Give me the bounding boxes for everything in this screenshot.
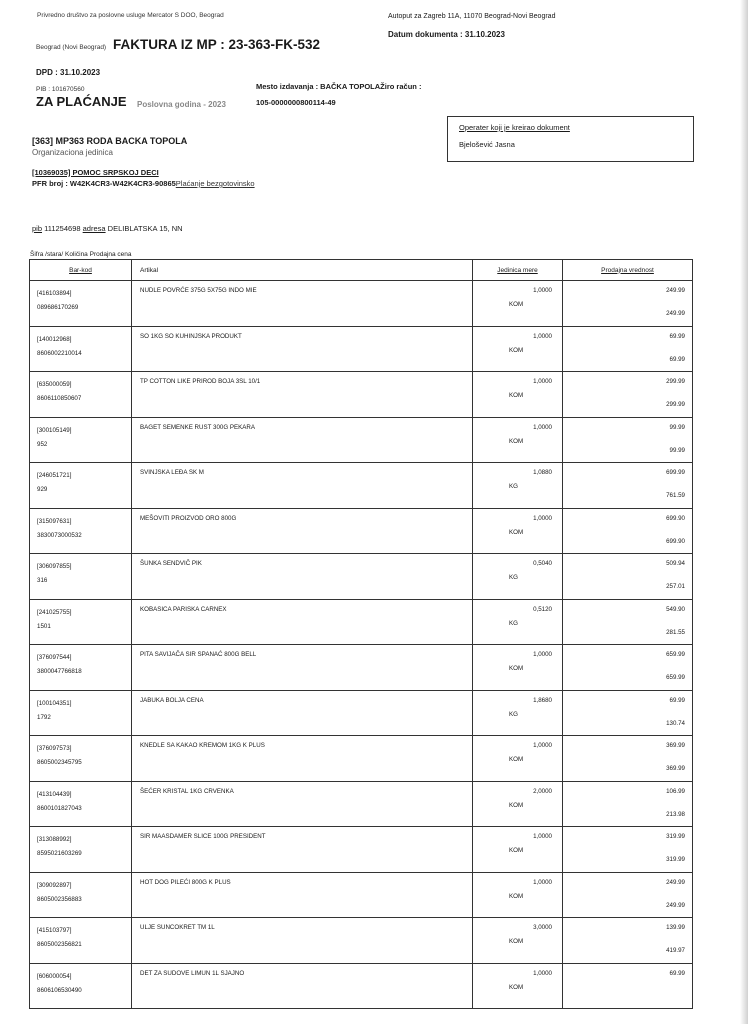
item-name: ŠUNKA SENDVIČ PIK <box>140 560 202 567</box>
article-cell <box>132 463 473 509</box>
item-price: 139.99 <box>666 924 685 931</box>
item-unit: KOM <box>509 437 524 445</box>
item-quantity: 1,0000 <box>533 378 552 385</box>
item-unit: KOM <box>509 983 524 991</box>
table-row <box>30 326 693 372</box>
item-name: MEŠOVITI PROIZVOD ORO 800G <box>140 514 237 522</box>
customer-address-line <box>32 224 183 233</box>
company-name: Privredno društvo za poslovne usluge Mercator S DOO, Beograd <box>37 12 224 19</box>
item-name: HOT DOG PILEĆI 800G K PLUS <box>140 878 231 886</box>
document-title: FAKTURA IZ MP : 23-363-FK-532 <box>113 37 321 52</box>
table-row <box>30 736 693 782</box>
table-row <box>30 827 693 873</box>
item-price: 99.99 <box>669 423 685 431</box>
item-name: TP COTTON LIKE PRIROD BOJA 3SL 10/1 <box>140 378 261 385</box>
item-name: JABUKA BOLJA CENA <box>140 696 204 704</box>
company-address: Autoput za Zagreb 11A, 11070 Beograd-Novi Beograd <box>388 13 556 20</box>
header-barcode: Bar-kod <box>30 260 132 281</box>
item-quantity: 1,0000 <box>533 742 552 749</box>
item-quantity: 1,0000 <box>533 332 552 340</box>
place-of-issue: Mesto izdavanja : BAČKA TOPOLAŽiro račun : <box>256 82 422 91</box>
value-cell <box>563 827 693 873</box>
item-quantity: 3,0000 <box>533 924 552 931</box>
item-code: [376097573] <box>37 745 72 752</box>
item-total: 419.97 <box>666 947 685 954</box>
value-cell <box>563 736 693 782</box>
item-barcode: 8606002210014 <box>37 349 82 357</box>
item-price: 509.94 <box>666 560 685 567</box>
table-row <box>30 554 693 600</box>
item-name: SO 1KG SO KUHINJSKA PRODUKT <box>140 332 242 340</box>
item-quantity: 1,0000 <box>533 287 552 294</box>
value-cell <box>563 326 693 372</box>
item-code: [635000059] <box>37 381 72 388</box>
item-quantity: 0,5040 <box>533 560 552 567</box>
item-price: 249.99 <box>666 287 685 294</box>
article-cell <box>132 690 473 736</box>
unit-cell <box>473 736 563 782</box>
item-name: DET ZA SUDOVE LIMUN 1L SJAJNO <box>140 969 245 977</box>
item-total: 249.99 <box>666 901 685 909</box>
value-cell <box>563 372 693 418</box>
item-name: SIR MAASDAMER SLICE 100G PRESIDENT <box>140 833 266 840</box>
article-cell <box>132 645 473 691</box>
header-unit: Jedinica mere <box>473 260 563 281</box>
code-cell <box>30 645 132 691</box>
item-total: 319.99 <box>666 856 685 863</box>
table-row <box>30 599 693 645</box>
unit-cell <box>473 554 563 600</box>
item-barcode: 1501 <box>37 622 51 630</box>
item-barcode: 8606106530490 <box>37 986 82 994</box>
article-cell <box>132 963 473 1009</box>
unit-cell <box>473 281 563 327</box>
unit-cell <box>473 827 563 873</box>
value-cell <box>563 554 693 600</box>
item-unit: KG <box>509 710 518 718</box>
code-cell <box>30 963 132 1009</box>
item-quantity: 1,0000 <box>533 969 552 977</box>
item-code: [376097544] <box>37 654 72 661</box>
adresa-label: adresa <box>82 224 106 233</box>
code-cell <box>30 599 132 645</box>
pib-label: pib <box>32 224 43 233</box>
item-barcode: 1792 <box>37 713 51 721</box>
value-cell <box>563 872 693 918</box>
operator-box <box>447 116 694 162</box>
unit-cell <box>473 645 563 691</box>
unit-cell <box>473 781 563 827</box>
value-cell <box>563 963 693 1009</box>
value-cell <box>563 417 693 463</box>
table-row <box>30 508 693 554</box>
table-row <box>30 963 693 1009</box>
code-cell <box>30 690 132 736</box>
item-total: 281.55 <box>666 628 685 636</box>
item-total: 249.99 <box>666 310 685 317</box>
code-cell <box>30 417 132 463</box>
unit-cell <box>473 918 563 964</box>
unit-cell <box>473 599 563 645</box>
code-cell <box>30 736 132 782</box>
article-cell <box>132 326 473 372</box>
article-cell <box>132 372 473 418</box>
item-unit: KOM <box>509 528 524 536</box>
items-table <box>29 259 693 1009</box>
item-price: 699.90 <box>666 514 685 522</box>
item-barcode: 089686170269 <box>37 304 79 311</box>
item-name: ULJE SUNCOKRET TM 1L <box>140 924 215 931</box>
item-barcode: 952 <box>37 440 48 448</box>
item-quantity: 1,0000 <box>533 651 552 658</box>
item-price: 549.90 <box>666 605 685 613</box>
item-code: [241025755] <box>37 608 72 616</box>
item-price: 299.99 <box>666 378 685 385</box>
item-total: 213.98 <box>666 810 685 818</box>
article-cell <box>132 918 473 964</box>
item-name: SVINJSKA LEĐA SK M <box>140 469 204 476</box>
item-total: 699.90 <box>666 537 685 545</box>
code-cell <box>30 463 132 509</box>
org-unit-name: [363] MP363 RODA BACKA TOPOLA <box>32 136 188 146</box>
code-cell <box>30 372 132 418</box>
item-price: 319.99 <box>666 833 685 840</box>
item-unit: KOM <box>509 756 524 763</box>
item-name: BAGET SEMENKE RUST 300G PEKARA <box>140 423 255 431</box>
item-total: 299.99 <box>666 401 685 408</box>
item-code: [300105149] <box>37 426 72 434</box>
code-cell <box>30 281 132 327</box>
value-cell <box>563 281 693 327</box>
item-name: KOBASICA PARISKA CARNEX <box>140 605 227 613</box>
item-code: [140012968] <box>37 335 72 343</box>
header-article: Artikal <box>132 260 473 281</box>
dpd-date: DPD : 31.10.2023 <box>36 68 101 77</box>
item-total: 257.01 <box>666 583 685 590</box>
unit-cell <box>473 463 563 509</box>
table-row <box>30 690 693 736</box>
item-quantity: 1,0000 <box>533 514 552 522</box>
page-edge-shadow <box>740 0 748 1024</box>
customer-code: [10369035] POMOC SRPSKOJ DECI <box>32 168 159 177</box>
table-row <box>30 463 693 509</box>
unit-cell <box>473 417 563 463</box>
city: Beograd (Novi Beograd) <box>36 44 107 51</box>
unit-cell <box>473 690 563 736</box>
item-unit: KOM <box>509 847 524 854</box>
item-unit: KOM <box>509 392 524 399</box>
item-barcode: 929 <box>37 486 48 493</box>
header-value: Prodajna vrednost <box>563 260 693 281</box>
unit-cell <box>473 372 563 418</box>
item-code: [246051721] <box>37 472 72 479</box>
item-total: 69.99 <box>669 355 685 363</box>
table-row <box>30 645 693 691</box>
article-cell <box>132 417 473 463</box>
table-row <box>30 281 693 327</box>
item-total: 130.74 <box>666 719 685 727</box>
article-cell <box>132 599 473 645</box>
value-cell <box>563 690 693 736</box>
item-code: [315097631] <box>37 517 72 525</box>
item-name: NUDLE POVRĆE 375G 5X75G INDO MIE <box>140 287 257 294</box>
operator-name: Bjelošević Jasna <box>459 140 515 149</box>
table-header-row <box>30 260 693 281</box>
table-row <box>30 918 693 964</box>
unit-cell <box>473 963 563 1009</box>
code-cell <box>30 508 132 554</box>
item-name: PITA SAVIJAČA SIR SPANAĆ 800G BELL <box>140 651 257 658</box>
item-code: [606000054] <box>37 972 72 980</box>
item-unit: KOM <box>509 938 524 945</box>
pfr-number <box>32 179 255 188</box>
value-cell <box>563 599 693 645</box>
item-unit: KOM <box>509 301 524 308</box>
article-cell <box>132 736 473 782</box>
code-cell <box>30 781 132 827</box>
item-unit: KG <box>509 619 518 627</box>
item-quantity: 1,0000 <box>533 833 552 840</box>
pfr-label: PFR broj : W42K4CR3-W42K4CR3-90865 <box>32 179 176 188</box>
item-price: 699.99 <box>666 469 685 476</box>
item-barcode: 316 <box>37 577 48 584</box>
bank-account: 105-0000000800114-49 <box>256 98 336 107</box>
operator-label: Operater koji je kreirao dokument <box>459 123 570 132</box>
za-placanje: ZA PLAĆANJE <box>36 94 127 109</box>
table-row <box>30 781 693 827</box>
item-unit: KG <box>509 483 518 490</box>
item-barcode: 8595021603269 <box>37 850 82 857</box>
unit-cell <box>473 326 563 372</box>
item-quantity: 1,0000 <box>533 423 552 431</box>
value-cell <box>563 645 693 691</box>
item-code: [306097855] <box>37 563 72 570</box>
item-quantity: 1,8680 <box>533 696 552 704</box>
code-cell <box>30 872 132 918</box>
table-row <box>30 372 693 418</box>
item-total: 761.59 <box>666 492 685 499</box>
article-cell <box>132 281 473 327</box>
payment-type: Plaćanje bezgotovinsko <box>175 179 255 188</box>
item-price: 69.99 <box>669 332 685 340</box>
item-unit: KG <box>509 574 518 581</box>
article-cell <box>132 508 473 554</box>
item-code: [309092897] <box>37 881 72 889</box>
item-barcode: 8606110850607 <box>37 395 82 402</box>
item-barcode: 8605002356821 <box>37 941 82 948</box>
org-unit-label: Organizaciona jedinica <box>32 148 113 157</box>
item-price: 69.99 <box>669 969 685 977</box>
adresa-value: DELIBLATSKA 15, NN <box>107 224 183 233</box>
document-date: Datum dokumenta : 31.10.2023 <box>388 30 505 39</box>
unit-cell <box>473 872 563 918</box>
item-price: 249.99 <box>666 878 685 886</box>
article-cell <box>132 872 473 918</box>
item-code: [415103797] <box>37 927 72 934</box>
article-cell <box>132 554 473 600</box>
table-row <box>30 417 693 463</box>
item-name: ŠEĆER KRISTAL 1KG CRVENKA <box>140 787 234 795</box>
item-code: [313088992] <box>37 836 72 843</box>
item-quantity: 1,0880 <box>533 469 552 476</box>
value-cell <box>563 781 693 827</box>
table-row <box>30 872 693 918</box>
item-total: 659.99 <box>666 674 685 681</box>
item-quantity: 2,0000 <box>533 787 552 795</box>
article-cell <box>132 827 473 873</box>
pib: PIB : 101670560 <box>36 86 85 93</box>
item-unit: KOM <box>509 665 524 672</box>
item-code: [413104439] <box>37 790 72 798</box>
article-cell <box>132 781 473 827</box>
item-quantity: 0,5120 <box>533 605 552 613</box>
item-barcode: 3830073000532 <box>37 531 82 539</box>
item-unit: KOM <box>509 892 524 900</box>
item-price: 106.99 <box>666 787 685 795</box>
item-unit: KOM <box>509 346 524 354</box>
value-cell <box>563 918 693 964</box>
unit-cell <box>473 508 563 554</box>
item-code: [416103894] <box>37 290 72 297</box>
table-caption: Šifra /stara/ Količina Prodajna cena <box>30 251 132 258</box>
item-name: KNEDLE SA KAKAO KREMOM 1KG K PLUS <box>140 742 265 749</box>
item-quantity: 1,0000 <box>533 878 552 886</box>
code-cell <box>30 827 132 873</box>
code-cell <box>30 918 132 964</box>
item-barcode: 3800047766818 <box>37 668 82 675</box>
code-cell <box>30 326 132 372</box>
item-price: 369.99 <box>666 742 685 749</box>
item-total: 369.99 <box>666 765 685 772</box>
item-barcode: 8600101827043 <box>37 804 82 812</box>
value-cell <box>563 508 693 554</box>
pib-value: 111254698 <box>44 224 81 233</box>
item-code: [100104351] <box>37 699 72 707</box>
item-barcode: 8605002356883 <box>37 895 82 903</box>
item-total: 99.99 <box>669 446 685 454</box>
item-barcode: 8605002345795 <box>37 759 82 766</box>
fiscal-year: Poslovna godina - 2023 <box>137 100 226 109</box>
value-cell <box>563 463 693 509</box>
code-cell <box>30 554 132 600</box>
item-price: 659.99 <box>666 651 685 658</box>
item-price: 69.99 <box>669 696 685 704</box>
item-unit: KOM <box>509 801 524 809</box>
